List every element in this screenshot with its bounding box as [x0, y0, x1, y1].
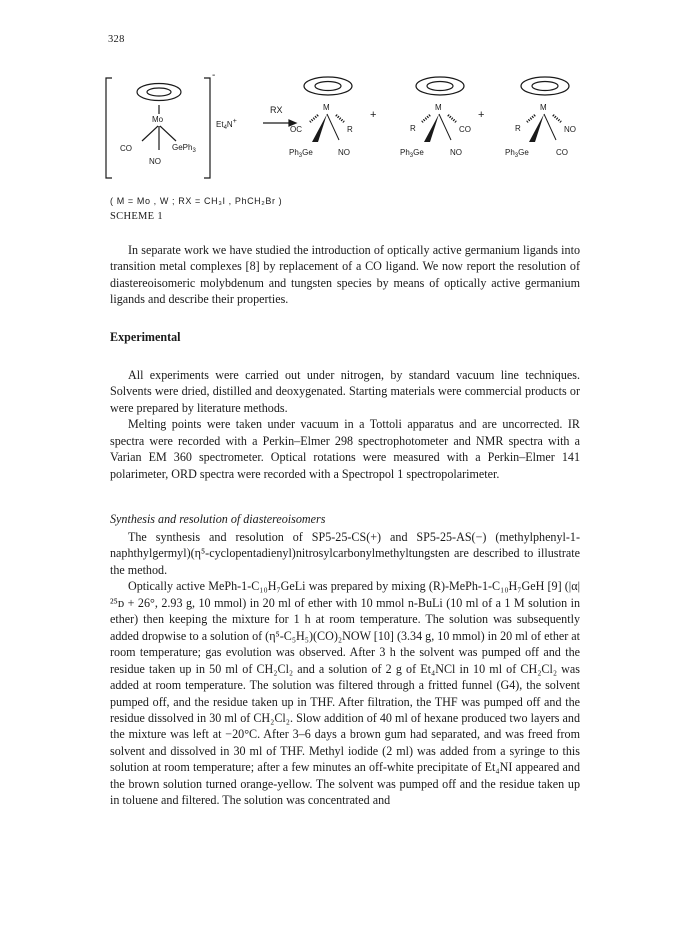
svg-text:Ph3Ge: $Ph_3Ge$	[400, 148, 424, 159]
svg-text:R: R	[347, 125, 353, 134]
scheme-label: SCHEME 1	[110, 211, 163, 222]
reactant-charge: -	[212, 70, 216, 81]
svg-text:CO: CO	[459, 125, 471, 134]
plus-sign-2: +	[478, 109, 485, 121]
svg-text:Ph3Ge: $Ph_3Ge$	[289, 148, 313, 159]
svg-text:R: R	[410, 124, 416, 133]
cyclopentadienyl-ring-icon	[137, 84, 181, 101]
synthesis-heading: Synthesis and resolution of diastereoisomers	[110, 512, 326, 526]
intro-paragraph: In separate work we have studied the introduction of optically active germanium ligands into transition metal complexes [8] by replacement of a CO ligand. We now report the resolution of diastereoisomeric molybdenum and tungsten species by means of optically active germanium ligands and describe their properties.	[110, 243, 580, 307]
experimental-heading: Experimental	[110, 330, 181, 344]
synthesis-section	[110, 529, 580, 809]
svg-text:OC: OC	[290, 125, 302, 134]
cyclopentadienyl-ring-icon	[304, 77, 352, 95]
scheme-conditions: ( M = Mo , W ; RX = CH₃I , PhCH₂Br )	[110, 196, 283, 206]
svg-text:R: R	[515, 124, 521, 133]
product-1	[289, 77, 353, 159]
experimental-paragraph-1: All experiments were carried out under nitrogen, by standard vacuum line techniques. Solvents were dried, distilled and deoxygenated. Starting materials were commercial products or were prepared by literature methods.	[110, 368, 580, 415]
svg-text:CO: CO	[556, 148, 568, 157]
experimental-paragraph-2: Melting points were taken under vacuum in a Tottoli apparatus and are uncorrected. IR spectra were recorded with a Perkin–Elmer 298 spectrophotometer and NMR spectra with a Varian EM 360 spectrometer. Optical rotations were measured with a Perkin–Elmer 141 polarimeter, ORD spectra were recorded with a Spectropol 1 spectropolarimeter.	[110, 417, 580, 481]
svg-text:M: M	[435, 103, 442, 112]
svg-text:NO: NO	[564, 125, 576, 134]
experimental-section	[110, 367, 580, 482]
product-2	[400, 77, 471, 159]
reaction-scheme	[80, 60, 640, 210]
reactant-geph: GePh	[172, 143, 193, 152]
cyclopentadienyl-ring-icon	[416, 77, 464, 95]
cyclopentadienyl-ring-icon	[521, 77, 569, 95]
product-3	[505, 77, 576, 159]
synthesis-paragraph-2: Optically active MePh-1-C₁₀H₇GeLi was prepared by mixing (R)-MePh-1-C₁₀H₇GeH [9] (|α|²⁵ᴅ + 26°, 2.93 g, 10 mmol) in 20 ml of ether with 10 mmol n-BuLi (10 ml of a 1 M solution in ether) then keeping the mixture for 1 h at room temperature. The solution was subsequently added dropwise to a solution of (η⁵-C₅H₅)(CO)₂NOW [10] (3.34 g, 10 mmol) in 20 ml of ether at room temperature; gas evolution was observed. After 3 h the solvent was pumped off and the residue taken up in 50 ml of CH₂Cl₂ and a solution of 2 g of Et₄NCl in 10 ml of CH₂Cl₂ was added at room temperature. The solution was filtered through a fritted funnel (G4), the solvent pumped off, and the residue taken up in THF. After filtration, the THF was pumped off and the residue dissolved in 30 ml of CH₂Cl₂. Slow addition of 40 ml of hexane produced two layers and the mixture was left at −20°C. After 3–6 days a brown gum had separated, and was freed from solvent and dissolved in 30 ml of THF. Methyl iodide (2 ml) was added from a syringe to this solution at room temperature; after a few minutes an off-white precipitate of Et₄NI appeared and the brown solution turned orange-yellow. The solvent was pumped off and the residue taken up in toluene and filtered. The solution was concentrated and	[110, 579, 581, 808]
svg-text:M: M	[540, 103, 547, 112]
svg-text:M: M	[323, 103, 330, 112]
reactant-metal: Mo	[152, 115, 164, 124]
svg-text:GePh3: GePh$_3$	[172, 143, 196, 154]
svg-text:Ph3Ge: $Ph_3Ge$	[505, 148, 529, 159]
synthesis-paragraph-1: The synthesis and resolution of SP5-25-CS(+) and SP5-25-AS(−) (methylphenyl-1-naphthylgermyl)(η⁵-cyclopentadienyl)nitrosylcarbonylmethyltungsten are described to illustrate the method.	[110, 530, 580, 577]
svg-text:NO: NO	[338, 148, 350, 157]
plus-sign-1: +	[370, 109, 377, 121]
svg-text:NO: NO	[450, 148, 462, 157]
reagent-label: RX	[270, 105, 283, 115]
reactant-no: NO	[149, 157, 161, 166]
page-number: 328	[108, 34, 125, 45]
counter-ion: $Et_4N+$	[216, 118, 237, 131]
reactant-co: CO	[120, 144, 132, 153]
